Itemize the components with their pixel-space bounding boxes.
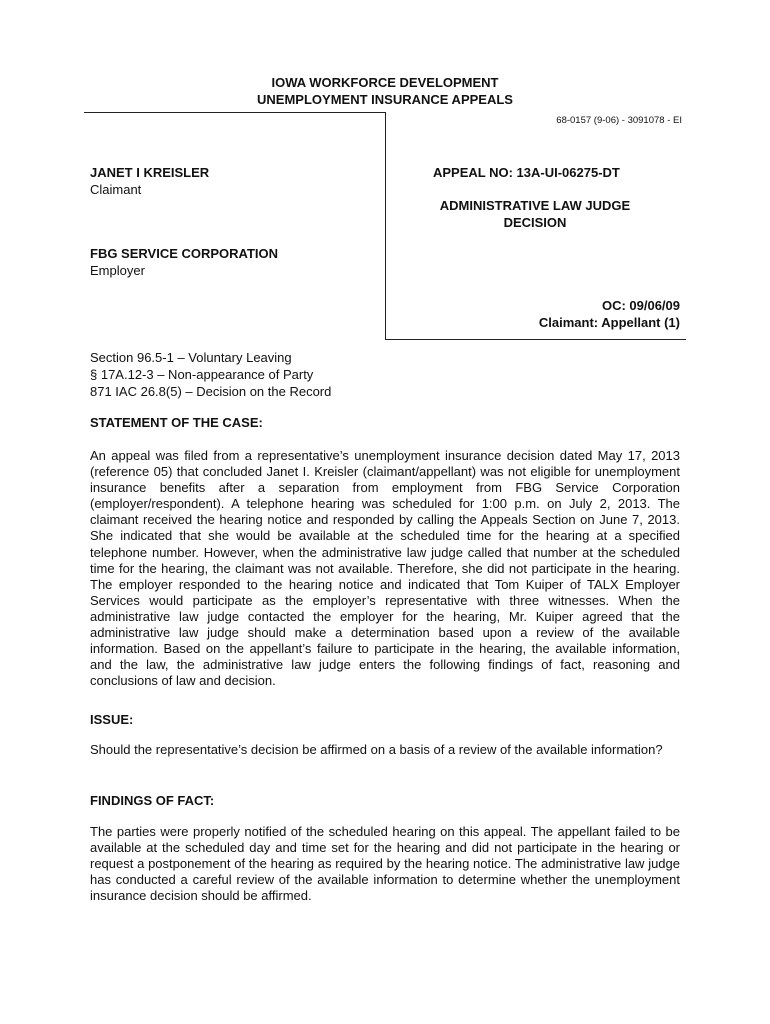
agency-line-2: UNEMPLOYMENT INSURANCE APPEALS <box>257 92 513 107</box>
claimant-status: Claimant: Appellant (1) <box>538 315 680 330</box>
issue-text: Should the representative’s decision be affirmed on a basis of a review of the available information? <box>90 742 663 757</box>
statement-text: An appeal was filed from a representative’s unemployment insurance decision dated May 17, 2013 (reference 05) that concluded Janet I. Kreisler (claimant/appellant) was not eligible for unemployment insurance benefits after a separation from employment from FBG Service Corporation (employer/respondent). A telephone hearing was scheduled for 1:00 p.m. on July 2, 2013. The claimant received the hearing notice and responded by calling the Appeals Section on June 7, 2013. She indicated that she would be available at the scheduled time for the hearing at a specified telephone number. However, when the administrative law judge called that number at the scheduled time for the hearing, the claimant was not available. Therefore, she did not participate in the hearing. The employer responded to the hearing notice and indicated that Tom Kuiper of TALX Employer Services would participate as the employer’s representative with three witnesses. When the administrative law judge contacted the employer for the hearing, Mr. Kuiper agreed that the administrative law judge should make a determination based upon a review of the available information. Based on the appellant’s failure to participate in the hearing, the available information, and the law, the administrative law judge enters the following findings of fact, reasoning and conclusions of law and decision. <box>90 448 680 689</box>
cited-sections <box>90 349 331 400</box>
appeal-number: APPEAL NO: 13A-UI-06275-DT <box>433 165 620 180</box>
oc-date: OC: 09/06/09 <box>601 298 680 313</box>
header-rule-left <box>84 112 386 113</box>
decision-title-line-2: DECISION <box>503 215 567 230</box>
agency-header <box>0 74 770 108</box>
findings-text: The parties were properly notified of the scheduled hearing on this appeal. The appellant failed to be available at the scheduled day and time set for the hearing and did not participate in the hearing or request a postponement of the hearing as required by the hearing notice. The administrative law judge has conducted a careful review of the available information to determine whether the unemployment insurance decision should be affirmed. <box>90 824 680 904</box>
cited-section: Section 96.5-1 – Voluntary Leaving <box>90 350 292 365</box>
agency-line-1: IOWA WORKFORCE DEVELOPMENT <box>271 75 499 90</box>
decision-title-line-1: ADMINISTRATIVE LAW JUDGE <box>439 198 631 213</box>
employer-role: Employer <box>90 263 145 278</box>
statement-heading: STATEMENT OF THE CASE: <box>90 415 263 430</box>
employer-block <box>90 245 278 279</box>
appeal-status-block <box>539 297 680 331</box>
header-divider <box>385 112 386 340</box>
header-rule-bottom <box>385 339 686 340</box>
form-code: 68-0157 (9-06) - 3091078 - EI <box>556 115 682 126</box>
cited-section: 871 IAC 26.8(5) – Decision on the Record <box>90 384 332 399</box>
decision-title <box>433 197 637 231</box>
claimant-name: JANET I KREISLER <box>90 165 210 180</box>
issue-heading: ISSUE: <box>90 712 134 727</box>
claimant-role: Claimant <box>90 182 142 197</box>
cited-section: § 17A.12-3 – Non-appearance of Party <box>90 367 314 382</box>
employer-name: FBG SERVICE CORPORATION <box>90 246 279 261</box>
claimant-block <box>90 164 209 198</box>
findings-heading: FINDINGS OF FACT: <box>90 793 215 808</box>
